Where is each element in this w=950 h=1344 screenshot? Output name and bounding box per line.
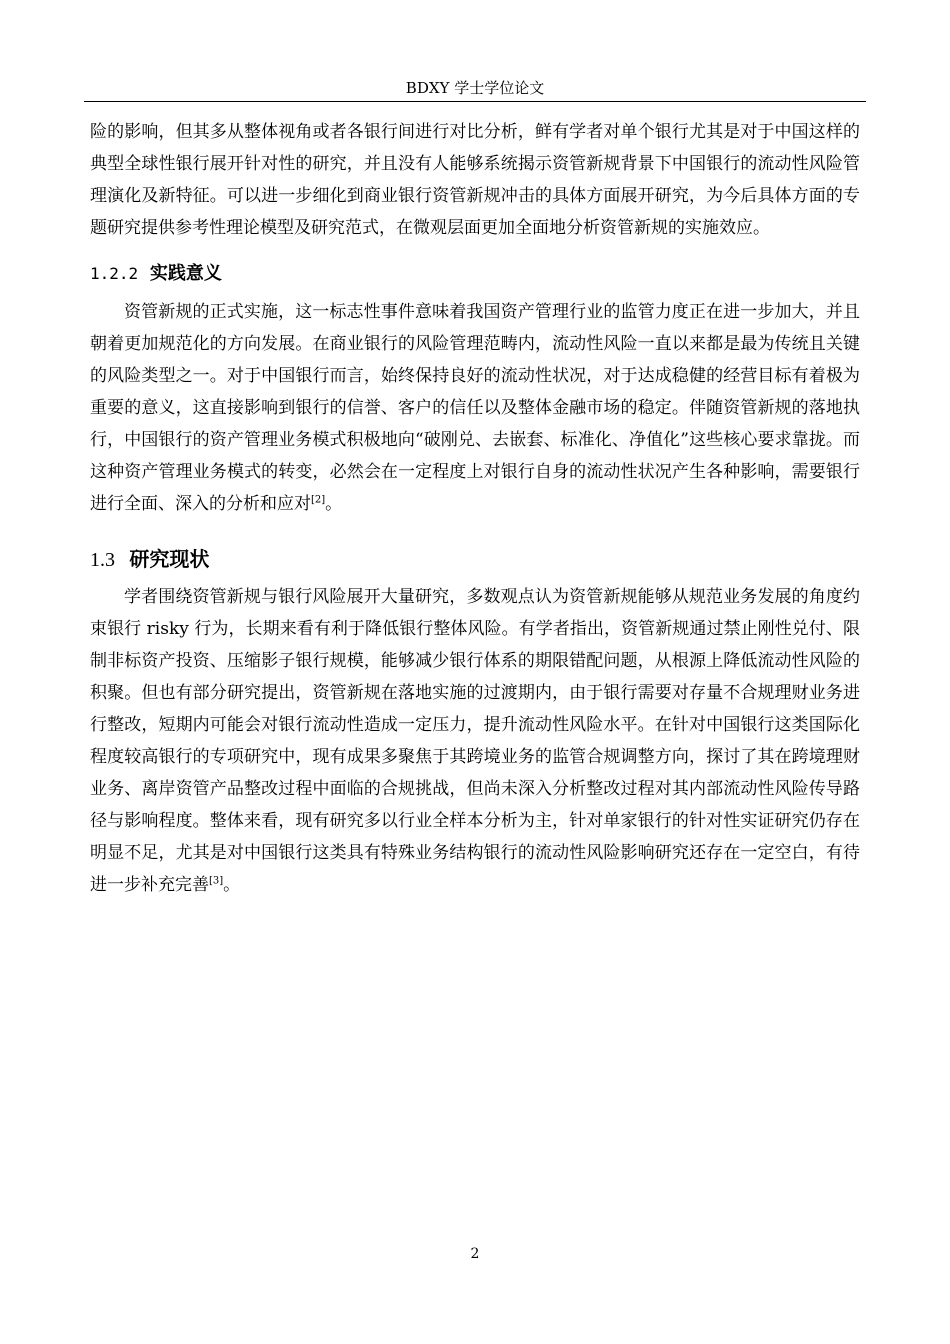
citation-2[interactable]: [2] bbox=[311, 494, 326, 506]
paragraph-continued: 险的影响，但其多从整体视角或者各银行间进行对比分析，鲜有学者对单个银行尤其是对于中国这样的典型全球性银行展开针对性的研究，并且没有人能够系统揭示资管新规背景下中国银行的流动性风险管理演化及新特征。可以进一步细化到商业银行资管新规冲击的具体方面展开研究，为今后具体方面的专题研究提供参考性理论模型及研究范式，在微观层面更加全面地分析资管新规的实施效应。 bbox=[90, 122, 860, 238]
section-number: 1.2.2 bbox=[90, 264, 139, 283]
section-title: 研究现状 bbox=[129, 547, 210, 571]
page-body bbox=[90, 116, 860, 901]
paragraph-text: 学者围绕资管新规与银行风险展开大量研究，多数观点认为资管新规能够从规范业务发展的角度约束银行 risky 行为，长期来看有利于降低银行整体风险。有学者指出，资管新规通过禁止刚性兑付、限制非标资产投资、压缩影子银行规模，能够减少银行体系的期限错配问题，从根源上降低流动性风险的积聚。但也有部分研究提出，资管新规在落地实施的过渡期内，由于银行需要对存量不合规理财业务进行整改，短期内可能会对银行流动性造成一定压力，提升流动性风险水平。在针对中国银行这类国际化程度较高银行的专项研究中，现有成果多聚焦于其跨境业务的监管合规调整方向，探讨了其在跨境理财业务、离岸资管产品整改过程中面临的合规挑战，但尚未深入分析整改过程对其内部流动性风险传导路径与影响程度。整体来看，现有研究多以行业全样本分析为主，针对单家银行的针对性实证研究仍存在明显不足，尤其是对中国银行这类具有特殊业务结构银行的流动性风险影响研究还存在一定空白，有待进一步补充完善 bbox=[90, 587, 860, 895]
running-header: BDXY 学士学位论文 bbox=[405, 79, 545, 97]
paragraph-end: 。 bbox=[325, 494, 343, 514]
section-heading-1-2-2 bbox=[90, 258, 860, 290]
section-title: 实践意义 bbox=[149, 263, 222, 284]
paragraph-end: 。 bbox=[223, 875, 241, 895]
paragraph-practical-significance bbox=[90, 296, 860, 520]
citation-3[interactable]: [3] bbox=[209, 875, 224, 887]
header-rule bbox=[84, 101, 866, 102]
page-number: 2 bbox=[470, 1246, 480, 1262]
paragraph-research-status bbox=[90, 581, 860, 901]
paragraph-text: 资管新规的正式实施，这一标志性事件意味着我国资产管理行业的监管力度正在进一步加大，并且朝着更加规范化的方向发展。在商业银行的风险管理范畴内，流动性风险一直以来都是最为传统且关键的风险类型之一。对于中国银行而言，始终保持良好的流动性状况，对于达成稳健的经营目标有着极为重要的意义，这直接影响到银行的信誉、客户的信任以及整体金融市场的稳定。伴随资管新规的落地执行，中国银行的资产管理业务模式积极地向“破刚兑、去嵌套、标准化、净值化”这些核心要求靠拢。而这种资产管理业务模式的转变，必然会在一定程度上对银行自身的流动性状况产生各种影响，需要银行进行全面、深入的分析和应对 bbox=[90, 302, 860, 514]
section-number: 1.3 bbox=[90, 549, 115, 571]
section-heading-1-3 bbox=[90, 542, 860, 577]
